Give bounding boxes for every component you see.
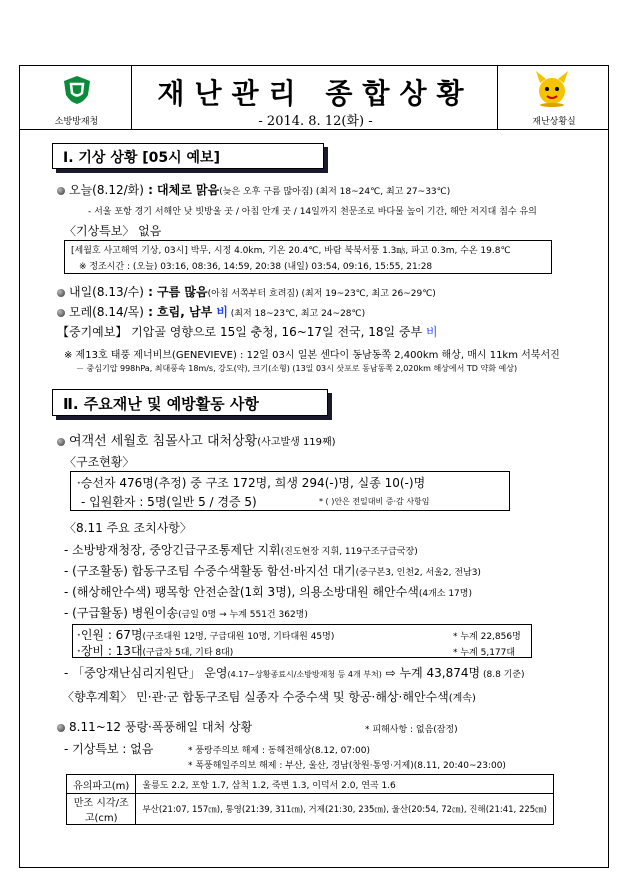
midterm-forecast: 【중기예보】 기압골 영향으로 15일 충청, 16~17일 전국, 18일 중부 비 (57, 325, 438, 339)
header-left-cell (19, 65, 132, 130)
sewol-weather-box (64, 240, 552, 274)
sewol-weather-line: [세월호 사고해역 기상, 03시] 박무, 시정 4.0km, 기온 20.4℃, 바람 북북서풍 1.3㎧, 파고 0.3m, 수온 19.8℃ (71, 246, 511, 256)
weather-special-label: 〈기상특보〉 없음 (64, 224, 162, 238)
bullet-icon (57, 309, 65, 317)
table-row (67, 794, 554, 825)
rescue-line-2: - 입원환자 : 5명(일반 5 / 경증 5) (81, 495, 257, 509)
weather-tomorrow: 내일(8.13/수) : 구름 많음(아침 서쪽부터 흐려짐) (최저 19~23℃, 최고 26~29℃) (57, 283, 436, 300)
report-date: - 2014. 8. 12(화) - (258, 114, 373, 129)
table-row (67, 775, 554, 794)
measure-4: - (구급활동) 병원이송(금일 0명 → 누계 551건 362명) (64, 606, 308, 620)
bullet-icon (57, 187, 65, 195)
bullet-icon (57, 724, 65, 732)
weather-dayafter: 모레(8.14/목) : 흐림, 남부 비 (최저 18~23℃, 최고 24~28℃) (57, 303, 365, 320)
future-plan: 〈향후계획〉 민·관·군 합동구조팀 실종자 수중수색 및 항공·해상·해안수색(계속) (62, 690, 476, 704)
wave-label: 유의파고(m) (67, 775, 136, 794)
page-title: 재난관리 종합상황 (157, 77, 474, 110)
mascot-icon (532, 71, 572, 107)
storm-special: - 기상특보 : 없음 (64, 742, 154, 756)
measure-1: - 소방방재청장, 중앙긴급구조통제단 지휘(진도현장 지휘, 119구조구급국장) (64, 543, 418, 557)
rescue-status-box (70, 471, 510, 511)
org-right-label: 재난상황실 (532, 117, 576, 127)
measures-label: 〈8.11 주요 조치사항〉 (64, 521, 192, 535)
org-left-label: 소방방재청 (54, 117, 99, 127)
typhoon-detail: － 중심기압 998hPa, 최대풍속 18m/s, 강도(약), 크기(소형) (13일 03시 삿포로 동남동쪽 2,020km 해상에서 TD 약화 예상) (76, 364, 518, 373)
fire-agency-logo-icon (62, 75, 92, 105)
typhoon-info: ※ 제13호 태풍 제너비브(GENEVIEVE) : 12일 03시 일본 센다이 동남동쪽 2,400km 해상, 매시 11km 서북서진 (64, 350, 560, 361)
tide-time-line: ※ 정조시간 : (오늘) 03:16, 08:36, 14:59, 20:38 (내일) 03:54, 09:16, 15:55, 21:28 (79, 262, 433, 272)
resources-box (72, 624, 532, 658)
bullet-icon (57, 289, 65, 297)
header-title-cell (131, 65, 498, 130)
measure-3: - (해상해안수색) 팽목항 안전순찰(1회 3명), 의용소방대원 해안수색(4개소 17명) (64, 585, 472, 599)
storm-note-2: * 폭풍해일주의보 해제 : 부산, 울산, 경남(창원·통영·거제)(8.11, 20:40~23:00) (188, 761, 506, 771)
rescue-line-1: ·승선자 476명(추정) 중 구조 172명, 희생 294(-)명, 실종 10(-)명 (77, 476, 426, 490)
rescue-note: * ( )안은 전일대비 증·감 사항임 (319, 497, 430, 506)
storm-title: 8.11~12 풍랑·폭풍해일 대처 상황 (57, 718, 252, 735)
rescue-status-label: 〈구조현황〉 (64, 455, 135, 469)
sewol-title: 여객선 세월호 침몰사고 대처상황(사고발생 119째) (57, 430, 336, 449)
equipment-total: * 누계 5,177대 (453, 648, 516, 658)
section-2-title: Ⅱ. 주요재난 및 예방활동 사항 (52, 389, 328, 416)
wave-values: 울릉도 2.2, 포항 1.7, 삼척 1.2, 죽변 1.3, 이덕서 2.0, 연곡 1.6 (136, 775, 554, 794)
personnel-total: * 누계 22,856명 (453, 632, 521, 642)
header-right-cell (497, 65, 609, 130)
weather-today-note: - 서울 포항 경기 서해안 낮 빗방울 곳 / 아침 안개 곳 / 14일까지 천문조로 바다물 높이 기간, 해안 저지대 침수 유의 (88, 207, 537, 217)
equipment-line: ·장비 : 13대(구급차 5대, 기타 8대) (77, 644, 234, 658)
personnel-line: ·인원 : 67명(구조대원 12명, 구급대원 10명, 기타대원 45명) (77, 628, 335, 642)
tide-label: 만조 시각/조고(cm) (67, 794, 136, 825)
section-1-title: Ⅰ. 기상 상황 [05시 예보] (52, 143, 324, 169)
bullet-icon (57, 438, 65, 446)
storm-note-1: * 풍랑주의보 해제 : 동해전해상(8.12, 07:00) (188, 746, 371, 756)
wave-tide-table (66, 774, 554, 825)
measure-2: - (구조활동) 합동구조팀 수중수색활동 함선·바지선 대기(중구본3, 인천2, 서울2, 전남3) (64, 564, 481, 578)
storm-damage: * 피해사항 : 없음(잠정) (365, 725, 458, 735)
tide-values: 부산(21:07, 157㎝), 통영(21:39, 311㎝), 거제(21:30, 235㎝), 울산(20:54, 72㎝), 진해(21:41, 225㎝) (136, 794, 554, 825)
weather-today: 오늘(8.12/화) : 대체로 맑음(늦은 오후 구름 많아짐) (최저 18~24℃, 최고 27~33℃) (57, 181, 450, 198)
psych-support: - 「중앙재난심리지원단」 운영(4.17~상황종료시/소방방재청 등 4개 부처) ⇨ 누계 43,874명 (8.8 기준) (64, 666, 525, 680)
